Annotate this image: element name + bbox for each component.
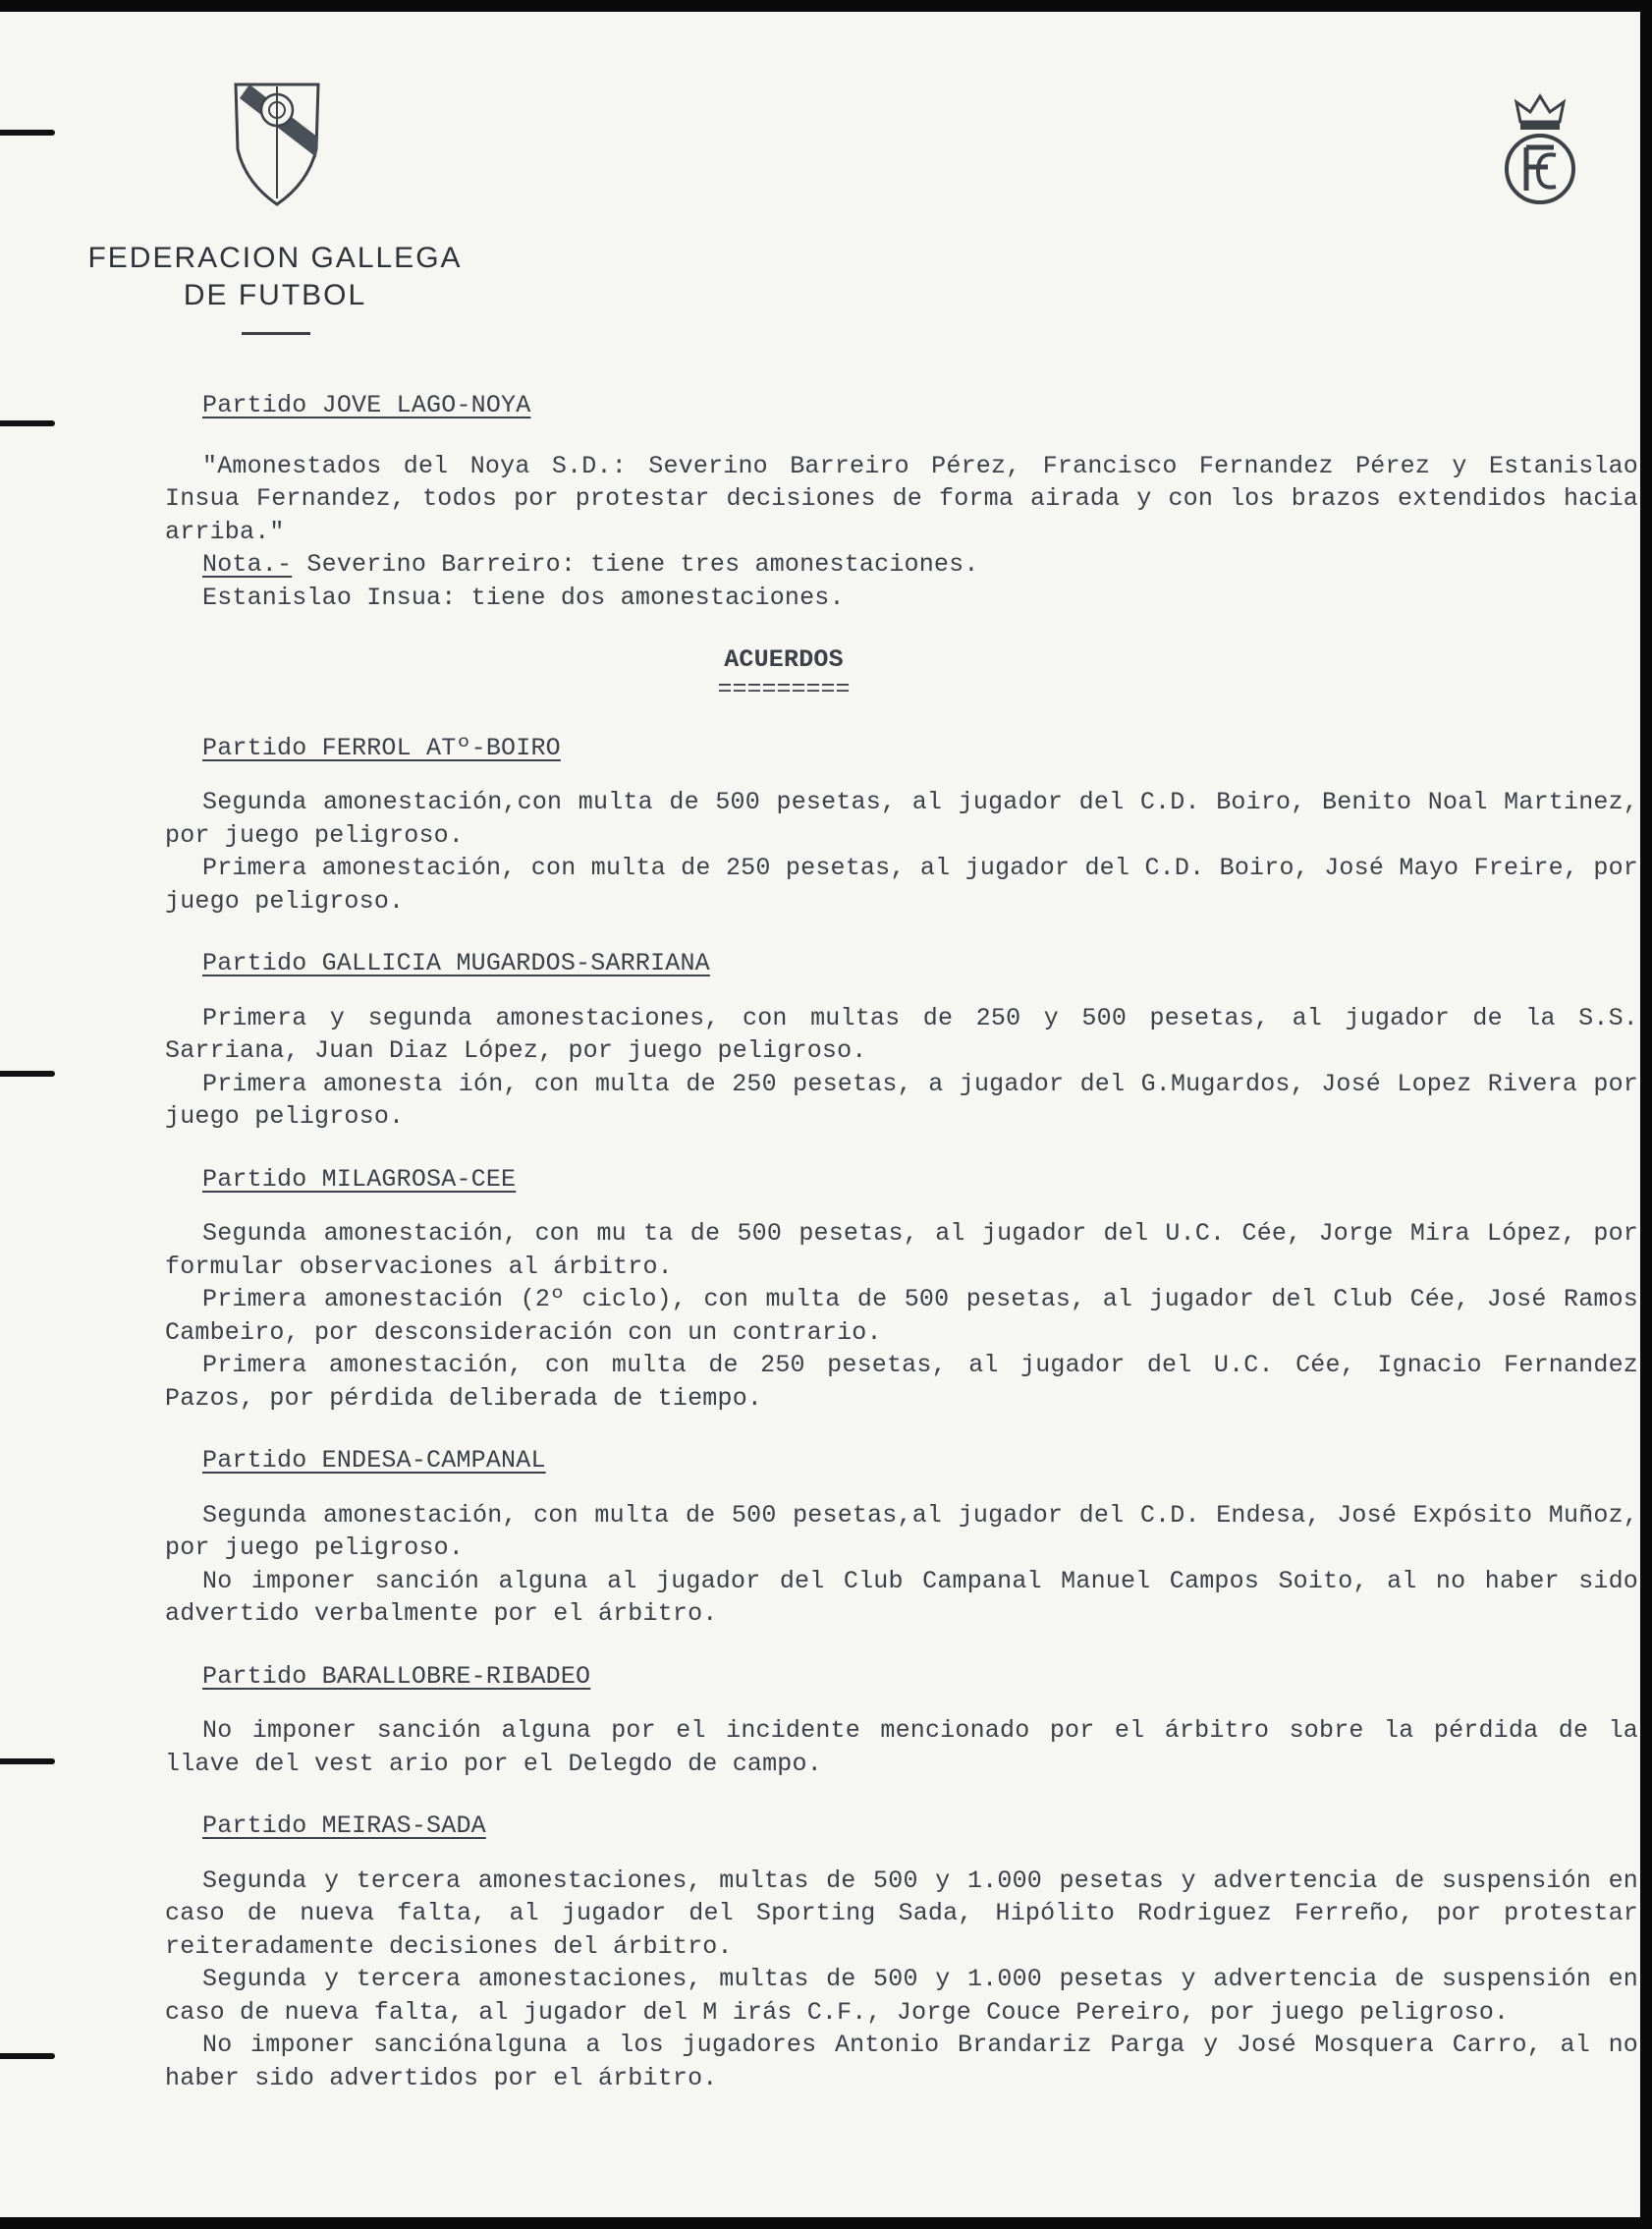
ruling-paragraph: No imponer sanciónalguna a los jugadores Antonio Brandariz Parga y José Mosquera Carro, al no haber sido advertidos por el árbitro. [165,2031,1638,2092]
ruling-paragraph: Segunda y tercera amonestaciones, multas de 500 y 1.000 pesetas y advertencia de suspensión en caso de nueva falta, al jugador del Sporting Sada, Hipólito Rodriguez Ferreño, por protestar reiteradamente decisiones del árbitro. [165,1866,1638,1961]
acuerdos-title: ACUERDOS [724,645,844,674]
match-section [165,1444,1638,1631]
crowned-monogram-icon [1499,88,1581,208]
note-text: Severino Barreiro: tiene tres amonestaciones. [292,550,979,579]
intro-section [165,389,1638,614]
match-heading: Partido MEIRAS-SADA [202,1811,486,1840]
letterhead-divider [242,332,310,335]
intro-quote: "Amonestados del Noya S.D.: Severino Barreiro Pérez, Francisco Fernandez Pérez y Estanislao Insua Fernandez, todos por protestar decisiones de forma airada y con los brazos extendidos hacia arriba." [165,451,1638,546]
ruling-paragraph: Segunda amonestación,con multa de 500 pesetas, al jugador del C.D. Boiro, Benito Noal Martinez, por juego peligroso. [165,788,1638,850]
match-section [165,1660,1638,1781]
crest-shield-icon [230,81,324,208]
match-heading: Partido MILAGROSA-CEE [202,1164,517,1194]
punch-hole-mark [0,420,55,426]
ruling-paragraph: Primera amonestación (2º ciclo), con multa de 500 pesetas, al jugador del Club Cée, José Ramos Cambeiro, por desconsideración con un contrario. [165,1285,1638,1347]
match-section [165,1810,1638,2094]
punch-hole-mark [0,1071,55,1077]
federation-name-line: FEDERACION GALLEGA [87,242,463,274]
ruling-paragraph: No imponer sanción alguna al jugador del Club Campanal Manuel Campos Soito, al no haber sido advertido verbalmente por el árbitro. [165,1566,1638,1628]
ruling-paragraph: Segunda amonestación, con mu ta de 500 pesetas, al jugador del U.C. Cée, Jorge Mira López, por formular observaciones al árbitro. [165,1219,1638,1281]
match-heading: Partido ENDESA-CAMPANAL [202,1446,546,1475]
acuerdos-underline: ========= [717,674,851,703]
note-label: Nota.- [202,550,293,579]
intro-note [202,548,1638,582]
match-heading: Partido BARALLOBRE-RIBADEO [202,1661,591,1691]
match-heading: Partido FERROL ATº-BOIRO [202,733,561,762]
match-section [165,732,1638,919]
document-page [0,12,1640,2217]
ruling-paragraph: Primera amonestación, con multa de 250 pesetas, al jugador del U.C. Cée, Ignacio Fernandez Pazos, por pérdida deliberada de tiempo. [165,1351,1638,1413]
federation-name [69,240,481,314]
match-section [165,947,1638,1134]
ruling-paragraph: Primera y segunda amonestaciones, con multas de 250 y 500 pesetas, al jugador de la S.S. Sarriana, Juan Diaz López, por juego peligroso. [165,1003,1638,1065]
punch-hole-mark [0,130,55,136]
punch-hole-mark [0,1758,55,1764]
punch-hole-mark [0,2053,55,2059]
ruling-paragraph: Segunda amonestación, con multa de 500 pesetas,al jugador del C.D. Endesa, José Expósito Muñoz, por juego peligroso. [165,1500,1638,1562]
match-heading: Partido GALLICIA MUGARDOS-SARRIANA [202,949,710,977]
federation-name-line: DE FUTBOL [183,279,367,311]
ruling-paragraph: Primera amonesta ión, con multa de 250 pesetas, a jugador del G.Mugardos, José Lopez Rivera por juego peligroso. [165,1069,1638,1131]
document-body [165,389,1638,2094]
ruling-paragraph: Primera amonestación, con multa de 250 pesetas, al jugador del C.D. Boiro, José Mayo Freire, por juego peligroso. [165,854,1638,916]
ruling-paragraph: Segunda y tercera amonestaciones, multas de 500 y 1.000 pesetas y advertencia de suspensión en caso de nueva falta, al jugador del M irás C.F., Jorge Couce Pereiro, por juego peligroso. [165,1965,1638,2027]
ruling-paragraph: No imponer sanción alguna por el incidente mencionado por el árbitro sobre la pérdida de la llave del vest ario por el Delegdo de campo. [165,1716,1638,1778]
intro-note-line2: Estanislao Insua: tiene dos amonestaciones. [202,583,845,612]
match-section [165,1163,1638,1416]
match-heading: Partido JOVE LAGO-NOYA [202,391,531,419]
